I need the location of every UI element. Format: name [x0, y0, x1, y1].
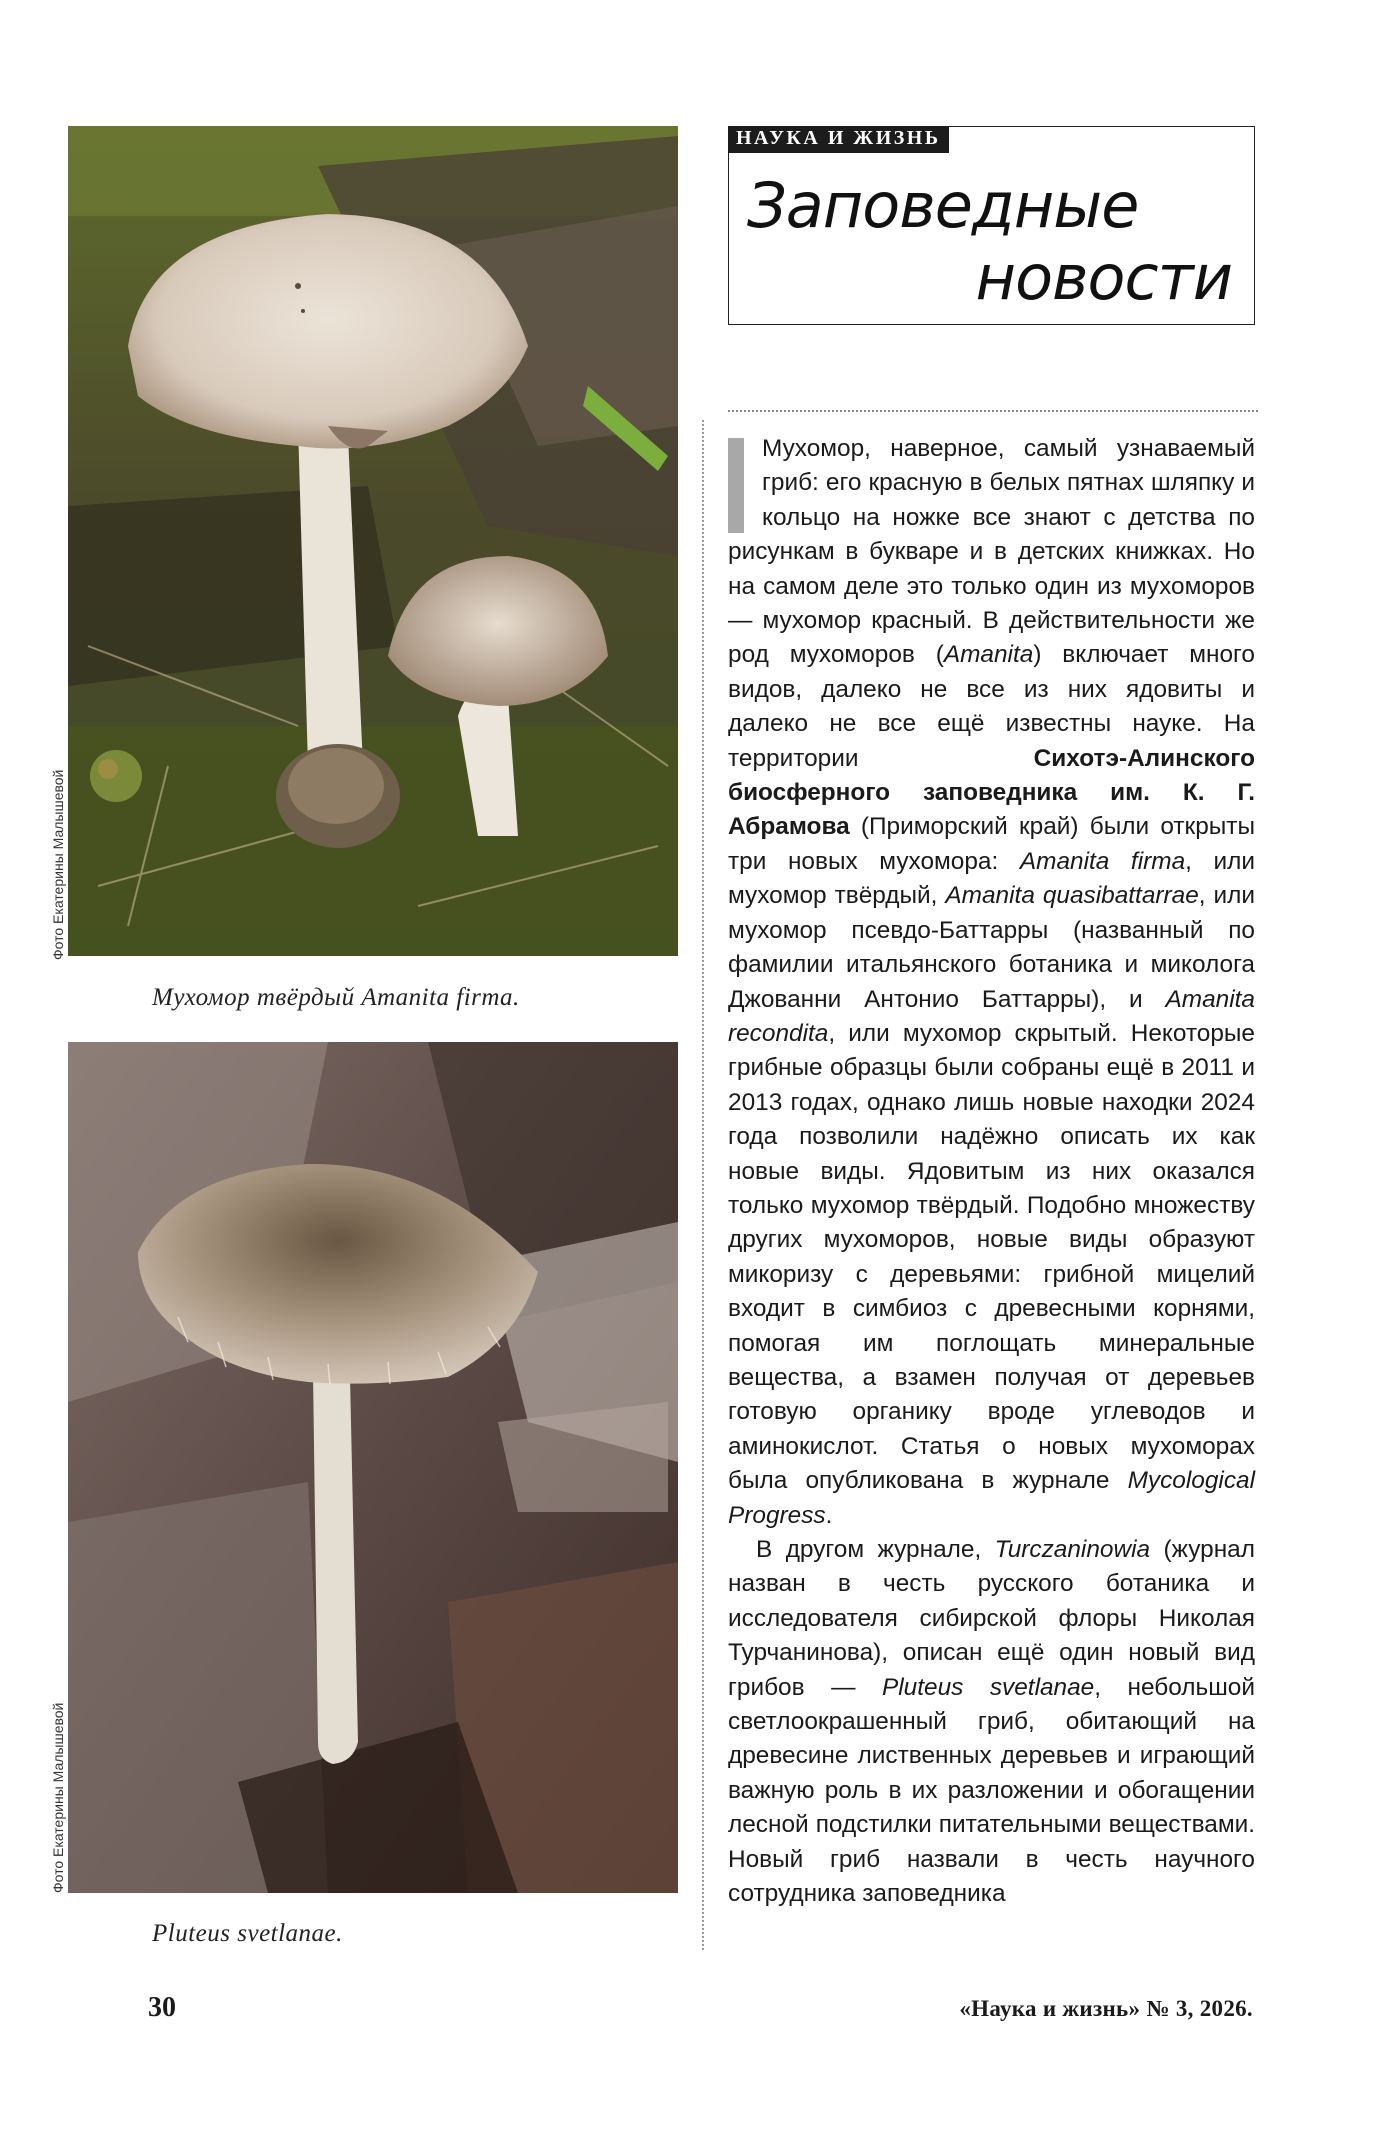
- mushroom-photo-pluteus-svetlanae: [68, 1042, 678, 1893]
- section-tag: НАУКА И ЖИЗНЬ: [728, 126, 949, 153]
- italic-run: Amanita firma: [1019, 847, 1186, 875]
- text-run: (журнал назван в честь русского ботаника и исследователя сибирской флоры Николая Турчанинова), описан ещё один новый вид грибов —: [728, 1536, 1255, 1701]
- text-run: , или мухомор скрытый. Некоторые грибные образцы были собраны ещё в 2011 и 2013 годах, однако лишь новые находки 2024 года позволили надёжно описать их как новые виды. Ядовитым из них оказался только мухомор твёрдый. Подобно множеству других мухоморов, новые виды образуют микоризу с деревьями: грибной мицелий входит в симбиоз с древесными корнями, помогая им поглощать минеральные вещества, а взамен получая от деревьев готовую органику вроде углеводов и аминокислот. Статья о новых мухоморах была опубликована в журнале: [728, 1019, 1255, 1495]
- paragraph: [728, 432, 1255, 1533]
- text-run: В другом журнале,: [756, 1536, 995, 1563]
- text-run: , или мухомор твёрдый,: [728, 847, 1255, 910]
- column-dotted-divider: [702, 420, 704, 1950]
- page-number: 30: [148, 1992, 176, 2023]
- photo-credit: Фото Екатерины Малышевой: [50, 1702, 66, 1893]
- photo-credit: Фото Екатерины Малышевой: [50, 769, 66, 960]
- journal-issue: «Наука и жизнь» № 3, 2026.: [959, 1996, 1253, 2021]
- text-run: ) включает много видов, далеко не все из них ядовиты и далеко не все ещё известны науке. На территории: [728, 641, 1255, 772]
- article-body: [728, 432, 1255, 1911]
- italic-run: Mycological Progress: [728, 1467, 1255, 1529]
- paragraph: [728, 1533, 1255, 1911]
- italic-run: Amanita recondita: [728, 985, 1255, 1047]
- italic-run: Amanita quasibattarrae: [945, 882, 1199, 910]
- text-run: .: [825, 1501, 833, 1529]
- bold-run: Сихотэ-Алинского биосферного заповедника им. К. Г. Абрамова: [728, 744, 1255, 841]
- mushroom-photo-amanita-firma: [68, 126, 678, 956]
- italic-run: Amanita: [943, 641, 1034, 669]
- caption-text: .: [512, 984, 520, 1011]
- headline-line-2: новости: [975, 241, 1232, 314]
- caption-text: Amanita firma: [361, 984, 513, 1011]
- italic-run: Turczaninowia: [994, 1536, 1151, 1563]
- dropcap-bar: [728, 438, 744, 533]
- photo-caption: Pluteus svetlanae.: [152, 1920, 343, 1947]
- text-run: , или мухомор псевдо-Баттарры (названный по фамилии итальянского ботаника и миколога Джованни Антонио Баттарры), и: [728, 882, 1255, 1013]
- headline-box: [728, 126, 1255, 325]
- italic-run: Pluteus svetlanae: [881, 1673, 1095, 1701]
- text-run: , небольшой светлоокрашенный гриб, обитающий на древесине лиственных деревьев и играющий важную роль в их разложении и обогащении лесной подстилки питательными веществами. Новый гриб назвали в честь научного сотрудника заповедника: [728, 1673, 1256, 1908]
- text-run: (Приморский край) были открыты три новых мухомора:: [728, 813, 1255, 875]
- dotted-divider: [728, 410, 1258, 412]
- caption-text: Мухомор твёрдый: [152, 984, 362, 1011]
- text-run: Мухомор, наверное, самый узнаваемый гриб: его красную в белых пятнах шляпку и кольцо на ножке все знают с детства по рисункам в букваре и в детских книжках. Но на самом деле это только один из мухоморов — мухомор красный. В действительности же род мухоморов (: [728, 435, 1255, 669]
- headline-line-1: Заповедные: [747, 169, 1139, 242]
- photo-caption: [152, 984, 520, 1012]
